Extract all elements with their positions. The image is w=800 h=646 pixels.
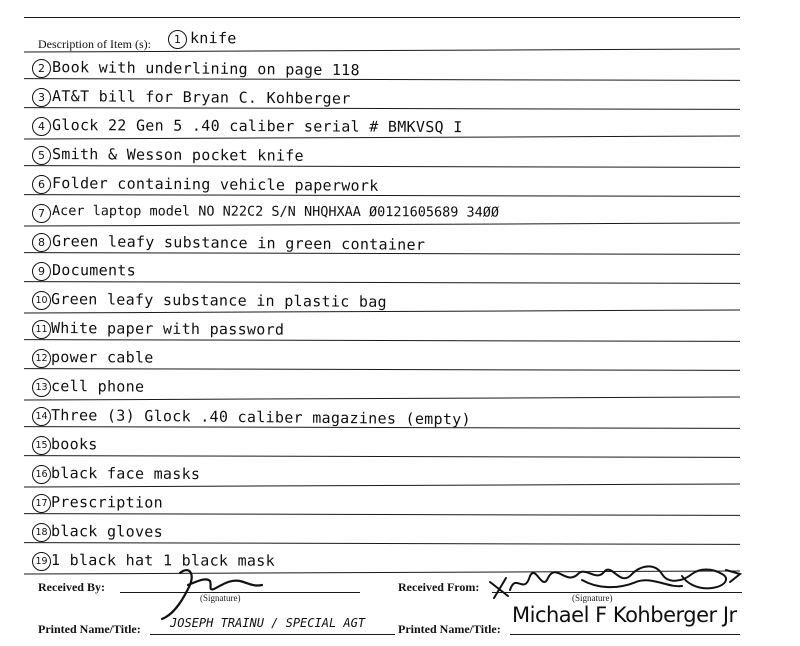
item-number: 19 [32,552,51,571]
item-description: power cable [50,348,154,367]
item-number: 10 [32,291,51,310]
item-description: black face masks [50,464,201,484]
item-description: White paper with password [50,319,285,339]
item-number: 11 [32,320,51,339]
item-description: Documents [51,261,137,280]
received-by-signature [150,563,280,623]
item-description: Smith & Wesson pocket knife [51,145,304,165]
ruled-line [24,165,740,168]
ruled-line [24,252,740,255]
item-number: 13 [32,378,51,397]
item-number: 7 [32,204,51,223]
item-number: 9 [32,262,51,281]
ruled-line [24,483,740,487]
ruled-line [24,222,740,226]
received-by-signature-caption: (Signature) [200,593,241,603]
ruled-line [24,107,740,110]
received-by-printed-name: JOSEPH TRAINU / SPECIAL AGT [170,616,366,630]
item-number: 6 [32,175,51,194]
received-from-label: Received From: [398,580,480,594]
printed-name-label-right: Printed Name/Title: [398,622,501,636]
item-description: Glock 22 Gen 5 .40 caliber serial # BMKVSQ I [51,116,463,137]
printed-name-line-left [150,634,395,635]
ruled-line [24,135,740,139]
received-by-label: Received By: [38,580,105,594]
item-description: cell phone [50,377,145,396]
item-description: books [50,435,98,454]
item-number: 1 [168,30,187,49]
item-number: 17 [32,494,51,513]
ruled-line [24,78,740,81]
item-description: AT&T bill for Bryan C. Kohberger [51,87,351,108]
ruled-line [24,542,740,545]
ruled-line [24,426,740,429]
item-description: Prescription [50,493,164,512]
item-description: Green leafy substance in green container [51,232,426,254]
ruled-line [24,309,740,313]
item-number: 2 [32,59,51,78]
item-description: 1 black hat 1 black mask [50,551,275,570]
printed-name-line-right [510,634,740,635]
item-description: Acer laptop model NO N22C2 S/N NHQHXAA Ø0121605689 34ØØ [51,203,500,221]
item-number: 5 [32,146,51,165]
received-from-printed-name: Michael F Kohberger Jr [512,603,737,627]
ruled-line [24,17,740,18]
item-number: 18 [32,523,51,542]
ruled-line [24,455,740,458]
item-description: Three (3) Glock .40 caliber magazines (empty) [50,406,471,429]
item-number: 8 [32,233,51,252]
item-description: Book with underlining on page 118 [51,58,360,80]
item-number: 14 [32,407,51,426]
ruled-line [24,396,740,400]
item-description: Folder containing vehicle paperwork [51,174,379,195]
item-description: Green leafy substance in plastic bag [50,290,387,311]
description-label: Description of Item (s): [38,37,151,51]
received-from-signature-caption: (Signature) [572,593,613,603]
ruled-line [24,339,740,342]
item-description: black gloves [50,522,164,541]
item-number: 16 [32,465,51,484]
item-number: 4 [32,117,51,136]
printed-name-label-left: Printed Name/Title: [38,622,141,636]
item-number: 15 [32,436,51,455]
item-description: knife [189,29,237,48]
item-number: 3 [32,88,51,107]
ruled-line [24,194,740,197]
ruled-line [24,281,740,284]
ruled-line [24,513,740,516]
item-number: 12 [32,349,51,368]
ruled-line [24,368,740,371]
